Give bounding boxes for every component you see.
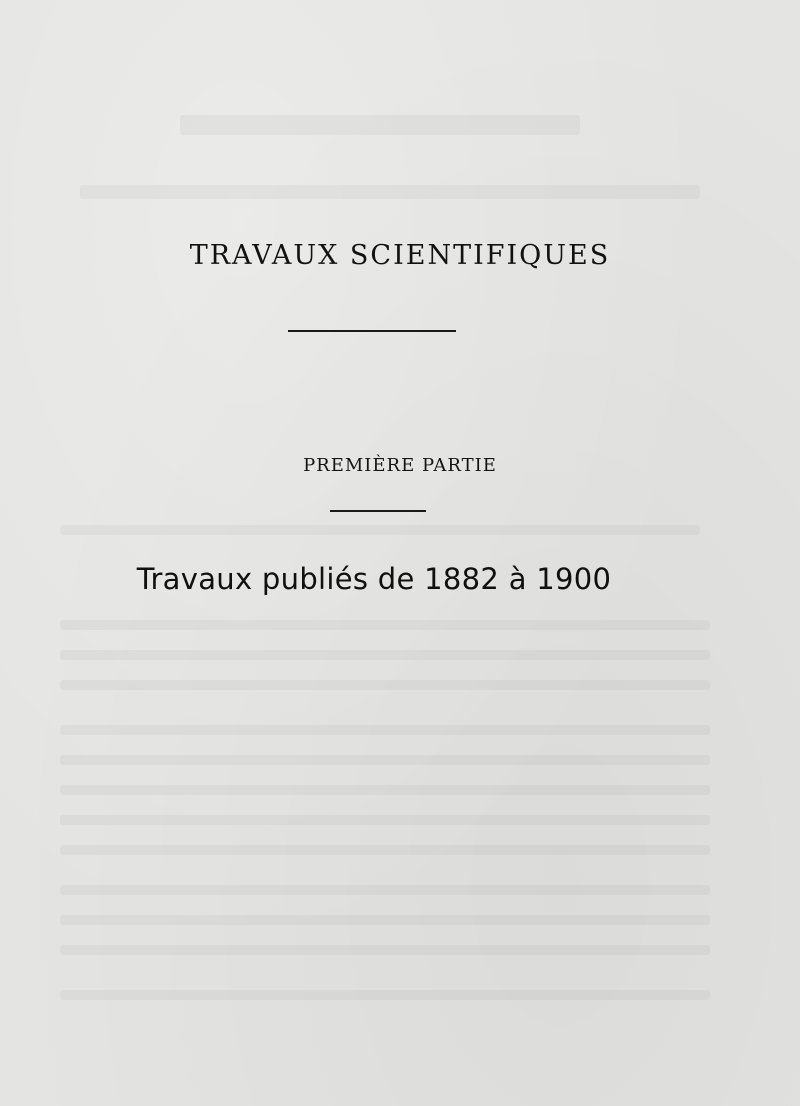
page-title: TRAVAUX SCIENTIFIQUES xyxy=(189,240,611,271)
bleed-through-mark xyxy=(60,525,700,535)
bleed-through-mark xyxy=(80,185,700,199)
bleed-through-mark xyxy=(60,845,710,855)
bleed-through-mark xyxy=(60,725,710,735)
bleed-through-mark xyxy=(60,945,710,955)
bleed-through-mark xyxy=(60,885,710,895)
part-divider xyxy=(330,510,426,512)
bleed-through-mark xyxy=(60,990,710,1000)
part-heading: PREMIÈRE PARTIE xyxy=(303,455,497,476)
title-divider xyxy=(288,330,456,332)
section-subtitle: Travaux publiés de 1882 à 1900 xyxy=(136,562,612,596)
bleed-through-mark xyxy=(60,620,710,630)
bleed-through-mark xyxy=(60,755,710,765)
bleed-through-mark xyxy=(60,815,710,825)
bleed-through-mark xyxy=(60,680,710,690)
bleed-through-mark xyxy=(60,785,710,795)
bleed-through-mark xyxy=(60,650,710,660)
bleed-through-mark xyxy=(180,115,580,135)
bleed-through-mark xyxy=(60,915,710,925)
